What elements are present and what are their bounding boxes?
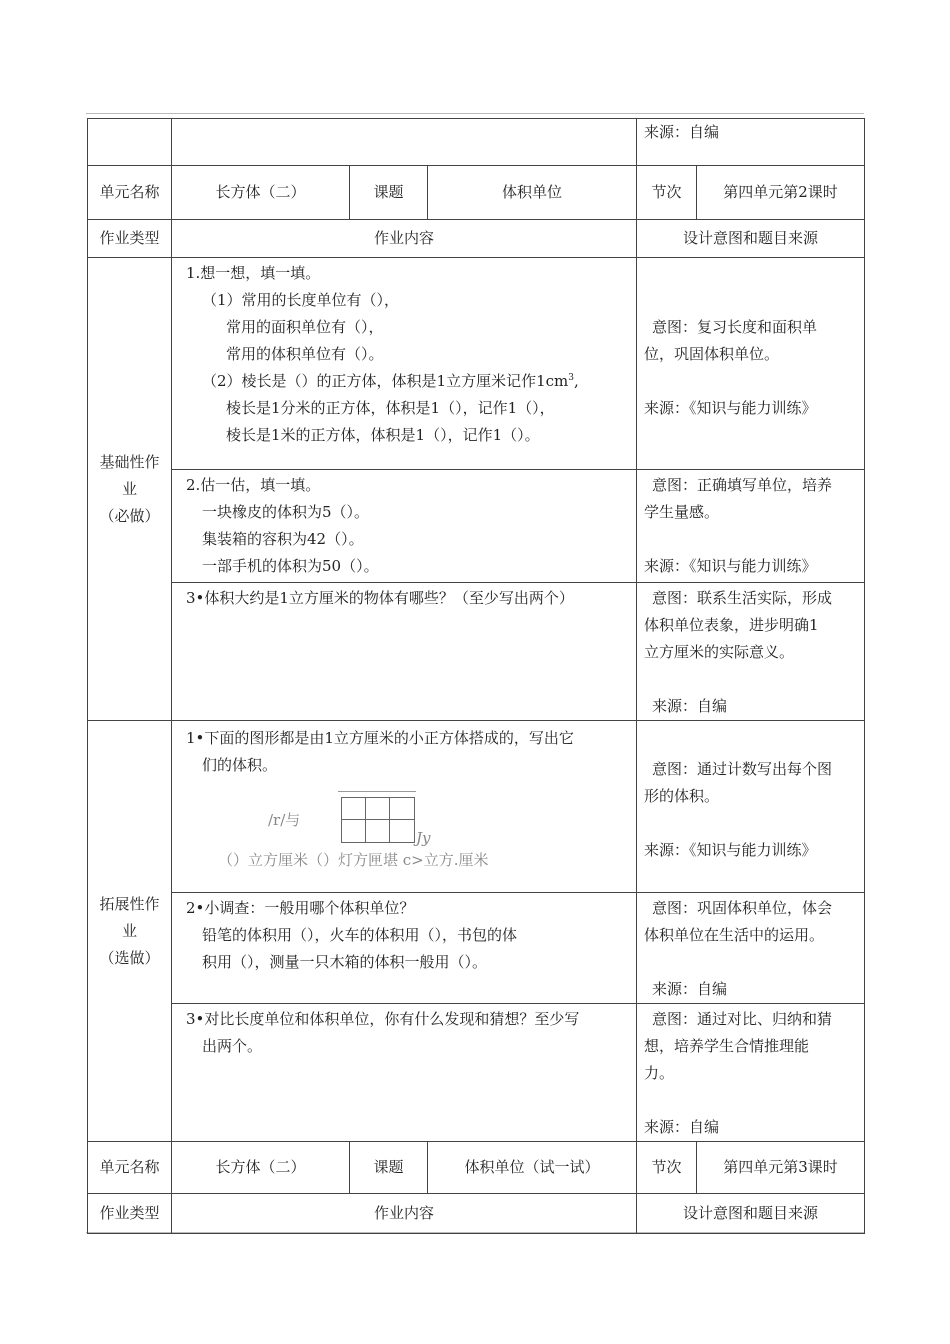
design-basic-3: 意图：联系生活实际，形成 体积单位表象，进步明确1 立方厘米的实际意义。 来源：自编 bbox=[637, 583, 865, 721]
cube-figure bbox=[186, 755, 628, 869]
question-row bbox=[88, 893, 865, 1004]
figure-label-left: /r/与 bbox=[268, 811, 301, 829]
section-label: 节次 bbox=[637, 166, 697, 220]
unit-label: 单元名称 bbox=[88, 1142, 172, 1194]
lesson-header-row bbox=[88, 166, 865, 220]
question-extended-2: 2•小调查：一般用哪个体积单位？ 铅笔的体积用（），火车的体积用（），书包的体 积用（），测量一只木箱的体积一般用（）。 bbox=[172, 893, 637, 1004]
figure-answer-line: （）立方厘米（）灯方匣堪 c>立方.厘米 bbox=[218, 851, 489, 869]
type-header: 作业类型 bbox=[88, 220, 172, 258]
column-header-row bbox=[88, 220, 865, 258]
category-basic: 基础性作 业 （必做） bbox=[88, 258, 172, 721]
source-text: 来源：自编 bbox=[644, 123, 720, 141]
design-extended-3: 意图：通过对比、归纳和猜 想，培养学生合情推理能 力。 来源：自编 bbox=[637, 1004, 865, 1142]
content-header: 作业内容 bbox=[172, 220, 637, 258]
design-extended-1: 意图：通过计数写出每个图 形的体积。 来源：《知识与能力训练》 bbox=[637, 721, 865, 893]
topic-value: 体积单位（试一试） bbox=[428, 1142, 637, 1194]
section-label: 节次 bbox=[637, 1142, 697, 1194]
design-basic-2: 意图：正确填写单位，培养 学生量感。 来源：《知识与能力训练》 bbox=[637, 470, 865, 583]
cube-grid bbox=[341, 797, 415, 843]
section-value: 第四单元第3课时 bbox=[697, 1142, 865, 1194]
topic-value: 体积单位 bbox=[428, 166, 637, 220]
topic-label: 课题 bbox=[350, 166, 428, 220]
topic-label: 课题 bbox=[350, 1142, 428, 1194]
column-header-row bbox=[88, 1194, 865, 1234]
unit-label: 单元名称 bbox=[88, 166, 172, 220]
figure-label-right: Jy bbox=[416, 829, 431, 847]
question-row bbox=[88, 583, 865, 721]
type-header: 作业类型 bbox=[88, 1194, 172, 1234]
question-row bbox=[88, 258, 865, 470]
question-row bbox=[88, 1004, 865, 1142]
section-value: 第四单元第2课时 bbox=[697, 166, 865, 220]
homework-table bbox=[87, 118, 865, 1234]
category-extended: 拓展性作 业 （选做） bbox=[88, 721, 172, 1142]
question-row bbox=[88, 470, 865, 583]
question-basic-3: 3•体积大约是1立方厘米的物体有哪些？（至少写出两个） bbox=[172, 583, 637, 721]
question-basic-1: 1.想一想，填一填。 （1）常用的长度单位有（）， 常用的面积单位有（）， 常用的体积单位有（）。 （2）棱长是（）的正方体，体积是1立方厘米记作$1cm^3$, 棱长是1分米的正方体，体积是1（），记作1（）， 棱长是1米的正方体，体积是1（），记作1（）。 bbox=[172, 258, 637, 470]
question-extended-1: 1•下面的图形都是由1立方厘米的小正方体搭成的，写出它 们的体积。 /r/与 Jy （）立方厘米（）灯方匣堪 c>立方.厘米 bbox=[172, 721, 637, 893]
question-basic-2: 2.估一估，填一填。 一块橡皮的体积为5（）。 集装箱的容积为42（）。 一部手机的体积为50（）。 bbox=[172, 470, 637, 583]
content-header: 作业内容 bbox=[172, 1194, 637, 1234]
question-row bbox=[88, 721, 865, 893]
unit-value: 长方体（二） bbox=[172, 166, 350, 220]
question-extended-3: 3•对比长度单位和体积单位，你有什么发现和猜想？至少写 出两个。 bbox=[172, 1004, 637, 1142]
design-header: 设计意图和题目来源 bbox=[637, 1194, 865, 1234]
design-basic-1: 意图：复习长度和面积单 位，巩固体积单位。 来源：《知识与能力训练》 bbox=[637, 258, 865, 470]
lesson-header-row bbox=[88, 1142, 865, 1194]
table-row bbox=[88, 119, 865, 166]
design-header: 设计意图和题目来源 bbox=[637, 220, 865, 258]
top-rule bbox=[86, 113, 864, 114]
design-extended-2: 意图：巩固体积单位，体会 体积单位在生活中的运用。 来源：自编 bbox=[637, 893, 865, 1004]
unit-value: 长方体（二） bbox=[172, 1142, 350, 1194]
